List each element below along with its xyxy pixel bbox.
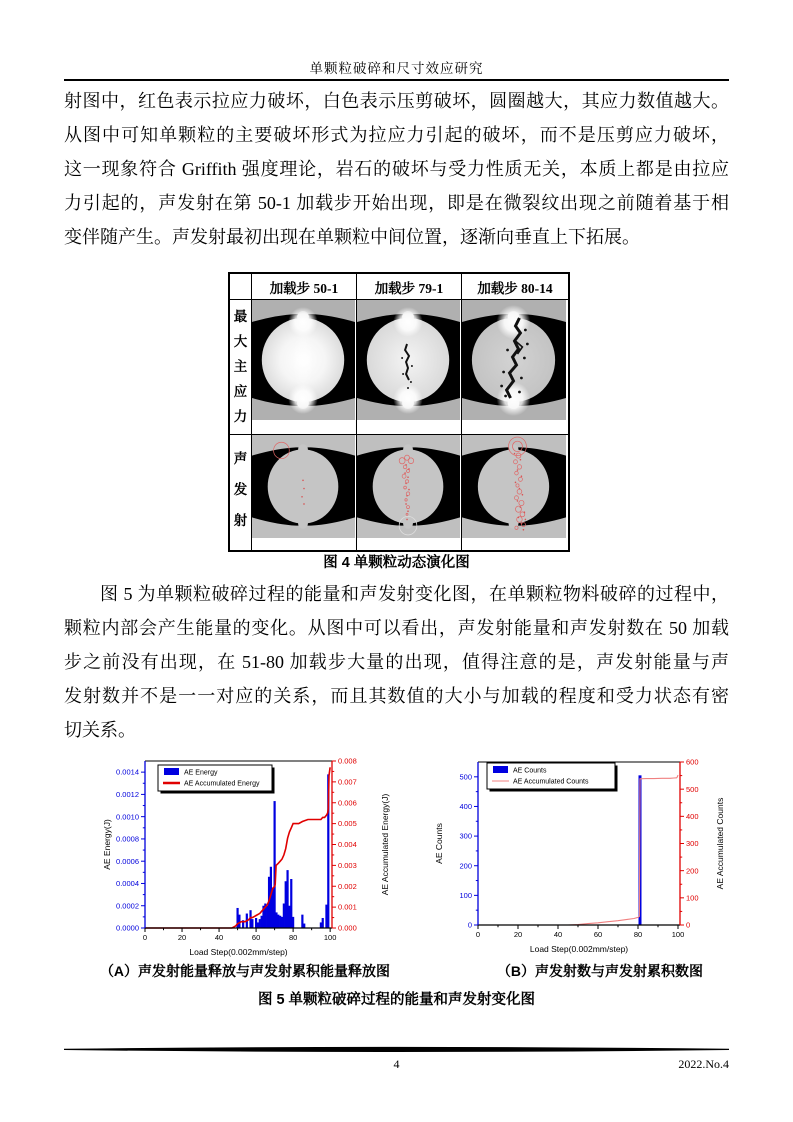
svg-text:100: 100: [323, 933, 337, 942]
paragraph-1-line: 变伴随产生。声发射最初出现在单颗粒中间位置，逐渐向垂直上下拓展。: [64, 227, 640, 247]
paragraph-1-line: 力引起的，声发射在第 50-1 加载步开始出现，即是在微裂纹出现之前随着基于相: [64, 193, 729, 213]
figure4-ae-cell-3: [462, 435, 568, 550]
figure4-table: [228, 272, 570, 552]
svg-text:0.006: 0.006: [338, 798, 357, 808]
svg-text:200: 200: [686, 866, 699, 876]
figure4-stress-cell-1: [252, 300, 357, 435]
svg-text:AE Counts: AE Counts: [513, 767, 547, 775]
svg-text:80: 80: [633, 930, 643, 939]
ae-image-step-80-14: [462, 435, 566, 538]
svg-text:80: 80: [288, 933, 298, 942]
svg-text:100: 100: [459, 890, 472, 900]
figure4-row-label: 声发射: [233, 451, 248, 528]
ae-image-step-79-1: [357, 435, 460, 538]
svg-text:600: 600: [686, 757, 699, 767]
svg-text:500: 500: [459, 772, 472, 782]
stress-image-step-50-1: [252, 300, 355, 420]
svg-text:Load Step(0.002mm/step): Load Step(0.002mm/step): [189, 947, 288, 957]
svg-text:0: 0: [142, 933, 148, 942]
svg-text:0.0008: 0.0008: [116, 834, 139, 844]
figure4-col-header: 加载步 80-14: [462, 274, 568, 300]
ae-energy-chart: [95, 752, 405, 970]
svg-text:0.002: 0.002: [338, 881, 357, 891]
figure4-ae-cell-1: [252, 435, 357, 550]
svg-text:60: 60: [593, 930, 603, 939]
svg-text:0.0006: 0.0006: [116, 856, 139, 866]
svg-text:300: 300: [459, 831, 472, 841]
footer-issue-label: 2022.No.4: [678, 1057, 729, 1071]
paragraph-2-line: 发射数并不是一一对应的关系，而且其数值的大小与加载的程度和受力状态有密: [64, 686, 729, 706]
svg-text:0.0002: 0.0002: [116, 901, 139, 911]
svg-text:0.0004: 0.0004: [116, 879, 139, 889]
svg-text:0.0014: 0.0014: [116, 767, 139, 777]
svg-text:0.0012: 0.0012: [116, 790, 139, 799]
svg-text:AE Accumulated Counts: AE Accumulated Counts: [513, 778, 589, 786]
svg-text:0.000: 0.000: [338, 923, 357, 933]
footer-page-number: 4: [393, 1057, 400, 1071]
figure4-stress-cell-3: [462, 300, 568, 435]
svg-text:AE Accumulated Counts: AE Accumulated Counts: [715, 797, 725, 890]
svg-text:400: 400: [459, 802, 472, 812]
figure5-caption: 图 5 单颗粒破碎过程的能量和声发射变化图: [257, 992, 536, 1008]
svg-text:0.007: 0.007: [338, 777, 357, 787]
paragraph-2-line: 图 5 为单颗粒破碎过程的能量和声发射变化图，在单颗粒物料破碎的过程中，: [100, 584, 729, 604]
svg-text:0: 0: [475, 930, 481, 939]
figure4-row-label: 最大主应力: [233, 309, 248, 424]
svg-text:20: 20: [513, 930, 523, 939]
svg-text:20: 20: [177, 933, 187, 942]
paragraph-1-line: 射图中，红色表示拉应力破坏，白色表示压剪破坏，圆圈越大，其应力数值越大。: [64, 91, 729, 111]
svg-text:0.001: 0.001: [338, 902, 357, 912]
paragraph-2-line: 步之前没有出现，在 51-80 加载步大量的出现，值得注意的是，声发射能量与声: [64, 652, 729, 672]
svg-text:60: 60: [251, 933, 261, 942]
page-header-title: 单颗粒破碎和尺寸效应研究: [309, 61, 484, 76]
svg-text:0.004: 0.004: [338, 840, 357, 850]
svg-text:0.0000: 0.0000: [116, 923, 139, 933]
figure4-corner-cell: [230, 274, 252, 300]
svg-text:0.003: 0.003: [338, 860, 357, 870]
svg-text:200: 200: [459, 861, 472, 871]
figure4-ae-cell-2: [357, 435, 462, 550]
svg-text:300: 300: [686, 839, 699, 849]
footer-rule: [64, 1045, 729, 1055]
svg-text:AE Energy(J): AE Energy(J): [102, 819, 112, 870]
figure5-subcaption-a: （A）声发射能量释放与声发射累积能量释放图: [99, 963, 391, 979]
paragraph-2-line: 颗粒内部会产生能量的变化。从图中可以看出，声发射能量和声发射数在 50 加载: [64, 618, 729, 638]
figure4-col-header: 加载步 79-1: [357, 274, 462, 300]
figure4-stress-cell-2: [357, 300, 462, 435]
svg-text:AE Energy: AE Energy: [184, 769, 218, 777]
figure4-col-header: 加载步 50-1: [252, 274, 357, 300]
svg-text:100: 100: [686, 893, 699, 903]
ae-image-step-50-1: [252, 435, 355, 538]
figure4-row-label-cell: [230, 435, 252, 550]
svg-text:400: 400: [686, 811, 699, 821]
header-rule: [64, 79, 729, 81]
svg-text:0.0010: 0.0010: [116, 812, 139, 822]
svg-text:40: 40: [214, 933, 224, 942]
figure4-row-label-cell: [230, 300, 252, 435]
svg-text:100: 100: [671, 930, 685, 939]
figure5-subcaption-b: （B）声发射数与声发射累积数图: [496, 963, 704, 979]
ae-counts-chart: [425, 752, 740, 970]
svg-text:40: 40: [553, 930, 563, 939]
svg-text:500: 500: [686, 784, 699, 794]
svg-text:AE Counts: AE Counts: [434, 823, 444, 864]
svg-text:AE Accumulated Energy(J): AE Accumulated Energy(J): [380, 793, 390, 896]
paragraph-2: [64, 577, 729, 747]
svg-text:0: 0: [467, 920, 472, 930]
paragraph-1-line: 这一现象符合 Griffith 强度理论，岩石的破坏与受力性质无关，本质上都是由拉应: [64, 159, 729, 179]
stress-image-step-80-14: [462, 300, 566, 420]
svg-text:0.008: 0.008: [338, 756, 357, 766]
paragraph-1-line: 从图中可知单颗粒的主要破坏形式为拉应力引起的破坏，而不是压剪应力破坏，: [64, 125, 729, 145]
paragraph-1: [64, 84, 729, 254]
svg-text:0.005: 0.005: [338, 819, 357, 829]
svg-text:Load Step(0.002mm/step): Load Step(0.002mm/step): [529, 944, 629, 954]
stress-image-step-79-1: [357, 300, 460, 420]
figure4-caption: 图 4 单颗粒动态演化图: [323, 555, 470, 571]
paragraph-2-line: 切关系。: [64, 720, 136, 740]
svg-text:0: 0: [686, 920, 691, 930]
svg-text:AE Accumulated Energy: AE Accumulated Energy: [184, 780, 260, 788]
